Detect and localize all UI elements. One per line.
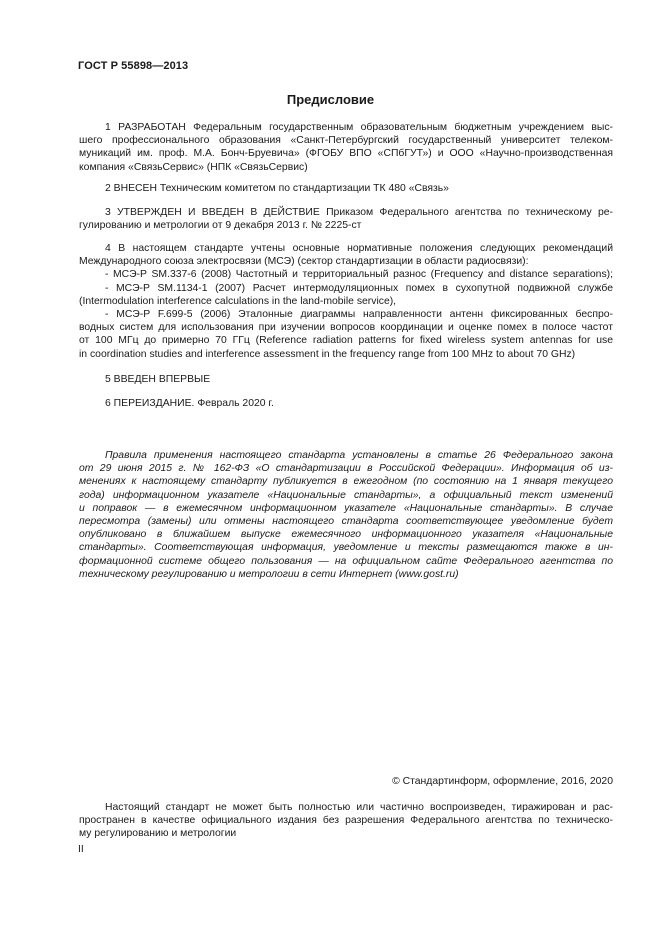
paragraph-first-introduced: [79, 373, 613, 386]
text-line: муникаций им. проф. М.А. Бонч-Бруевича» (ФГОБУ ВПО «СПбГУТ») и ООО «Научно-производственная: [79, 148, 613, 160]
text-line: 3 УТВЕРЖДЕН И ВВЕДЕН В ДЕЙСТВИЕ Приказом Федерального агентства по техническому ре-: [105, 207, 613, 218]
standard-code: ГОСТ Р 55898—2013: [78, 60, 189, 72]
list-item: - МСЭ-Р F.699-5 (2006) Эталонные диаграммы направленности антенн фиксированных беспро-: [105, 309, 613, 321]
text-line: 1 РАЗРАБОТАН Федеральным государственным образовательным бюджетным учреждением выс-: [105, 122, 613, 133]
application-rules-note: [79, 449, 613, 581]
text-line: техническому регулированию и метрологии в сети Интернет (www.gost.ru): [79, 568, 459, 580]
text-line: водных систем для использования при изучении вопросов координации и оценке помех в полосе частот: [79, 322, 613, 334]
text-line: менениях к настоящему стандарту публикуется в ежегодном (по состоянию на 1 января текущего: [79, 476, 613, 488]
text-line: формационной системе общего пользования — на официальном сайте Федерального агентства по: [79, 555, 613, 567]
text-line: 2 ВНЕСЕН Техническим комитетом по стандартизации ТК 480 «Связь»: [105, 183, 449, 194]
text-line: Настоящий стандарт не может быть полностью или частично воспроизведен, тиражирован и рас-: [105, 802, 613, 813]
text-line: от 100 МГц до примерно 70 ГГц (Reference radiation patterns for fixed wireless system antennas for use: [79, 335, 613, 347]
text-line: Международного союза электросвязи (МСЭ) (сектор стандартизации в области радиосвязи):: [79, 256, 529, 268]
text-line: Правила применения настоящего стандарта установлены в статье 26 Федерального закона: [105, 450, 613, 461]
list-item: - МСЭ-Р SM.337-6 (2008) Частотный и территориальный разнос (Frequency and distance separations);: [105, 269, 613, 281]
text-line: му регулированию и метрологии: [79, 828, 237, 840]
text-line: компания «СвязьСервис» (НПК «СвязьСервис): [79, 161, 308, 173]
list-item: - МСЭ-Р SM.1134-1 (2007) Расчет интермодуляционных помех в сухопутной подвижной службе: [105, 282, 613, 294]
text-line: 4 В настоящем стандарте учтены основные нормативные положения следующих рекомендаций: [105, 243, 613, 254]
paragraph-recommendations: [79, 242, 613, 361]
paragraph-introduced-by: [79, 182, 613, 195]
text-line: стандарты». Соответствующая информация, уведомление и тексты размещаются также в ин-: [79, 542, 613, 554]
reproduction-rights-notice: [79, 801, 613, 841]
text-line: пространен в качестве официального издания без разрешения Федерального агентства по техническо-: [79, 815, 613, 827]
copyright-notice: © Стандартинформ, оформление, 2016, 2020: [392, 776, 613, 787]
text-line: от 29 июня 2015 г. № 162-ФЗ «О стандартизации в Российской Федерации». Информация об из-: [79, 463, 613, 475]
text-line: 5 ВВЕДЕН ВПЕРВЫЕ: [105, 374, 211, 385]
text-line: in coordination studies and interference assessment in the frequency range from 100 MHz to about 70 GHz): [79, 348, 576, 360]
page-number: II: [78, 844, 84, 855]
text-line: опубликовано в ближайшем выпуске ежемесячного информационного указателя «Национальные: [79, 529, 613, 541]
text-line: года) информационном указателе «Национальные стандарты», а официальный текст изменений: [79, 489, 613, 501]
paragraph-developed-by: [79, 121, 613, 174]
text-line: шего профессионального образования «Санкт-Петербургский государственный университет телеком-: [79, 135, 613, 147]
text-line: гулированию и метрологии от 9 декабря 2013 г. № 2225-ст: [79, 220, 362, 232]
text-line: пересмотра (замены) или отмены настоящего стандарта соответствующее уведомление будет: [79, 516, 613, 528]
text-line: и поправок — в ежемесячном информационном указателе «Национальные стандарты». В случае: [79, 502, 613, 514]
text-line: (Intermodulation interference calculations in the land-mobile service),: [79, 295, 397, 307]
page-title: Предисловие: [286, 92, 375, 107]
paragraph-reissue: [79, 397, 613, 410]
paragraph-approved: [79, 206, 613, 232]
text-line: 6 ПЕРЕИЗДАНИЕ. Февраль 2020 г.: [105, 398, 274, 409]
